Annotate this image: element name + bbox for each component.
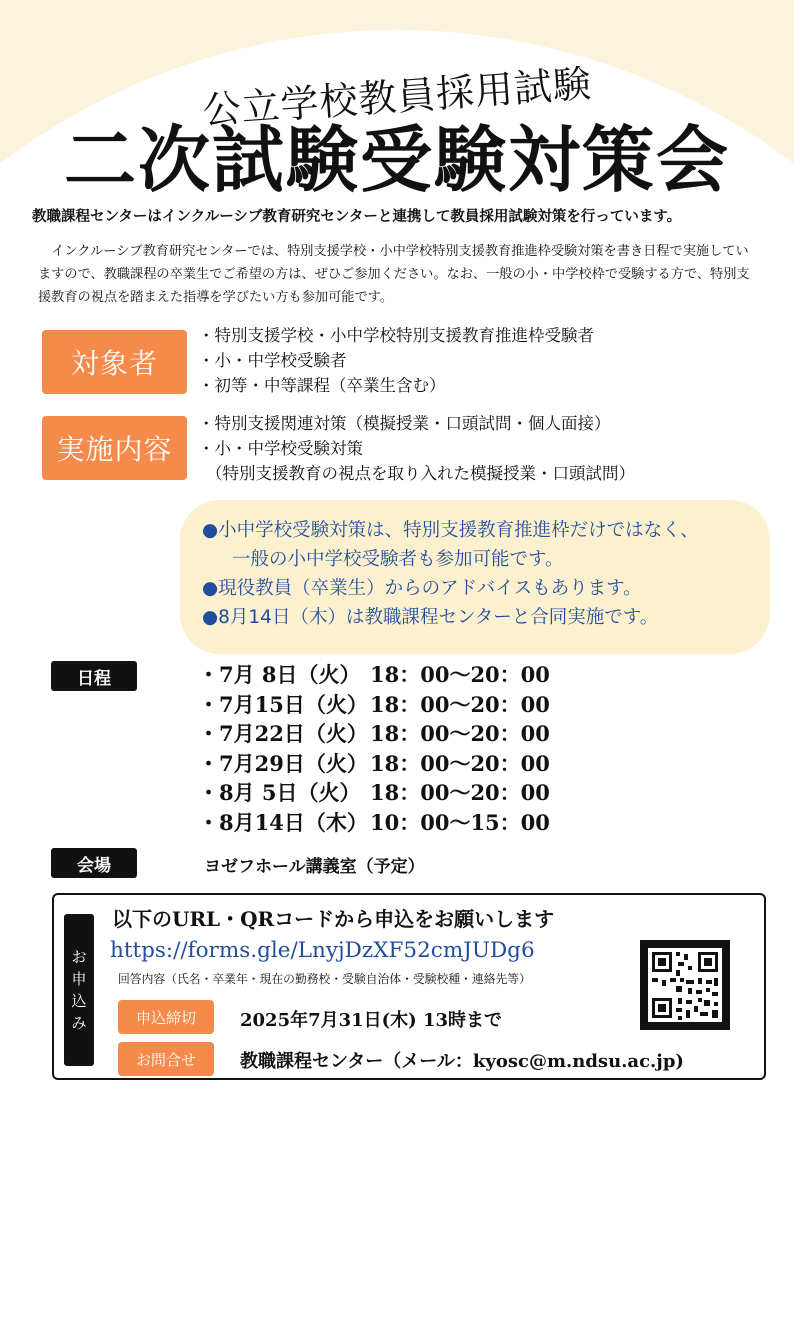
list-item: ・小・中学校受験対策: [198, 439, 363, 458]
venue-value: ヨゼフホール講義室（予定）: [204, 857, 425, 877]
qr-code-icon[interactable]: [640, 940, 730, 1030]
schedule-row: [198, 660, 550, 690]
apply-side-char: 込: [71, 992, 87, 1010]
contact-label: お問合せ: [118, 1042, 214, 1076]
apply-side-char: 申: [71, 970, 87, 988]
page-title: 二次試験受験対策会: [63, 117, 730, 202]
schedule-date: ・7月22日（火）: [198, 721, 368, 746]
schedule-date: ・7月29日（火）: [198, 750, 368, 776]
list-item: ・初等・中等課程（卒業生含む）: [198, 376, 446, 395]
apply-side-label: [64, 914, 94, 1066]
schedule-date: ・7月15日（火）: [198, 691, 368, 717]
list-item: （特別支援教育の視点を取り入れた模擬授業・口頭試問）: [206, 464, 635, 483]
schedule-row: [198, 719, 550, 749]
content-list: [198, 411, 635, 486]
schedule-label: 日程: [51, 661, 137, 691]
deadline-label: 申込締切: [118, 1000, 214, 1034]
schedule-row: [198, 778, 550, 808]
list-item: ・特別支援学校・小中学校特別支援教育推進枠受験者: [198, 326, 594, 345]
apply-side-char: お: [71, 948, 87, 966]
schedule-time: 18：00〜20：00: [370, 750, 550, 776]
schedule-row: [198, 690, 550, 720]
apply-fields: 回答内容（氏名・卒業年・現在の勤務校・受験自治体・受験校種・連絡先等）: [118, 972, 531, 986]
notes: [202, 516, 762, 632]
schedule-date: ・8月14日（木）: [198, 809, 368, 835]
venue-label: 会場: [51, 848, 137, 878]
target-label: 対象者: [42, 330, 187, 394]
schedule-time: 10：00〜15：00: [370, 809, 550, 835]
schedule-date: ・8月 5日（火）: [198, 780, 361, 805]
note-line: ●8月14日（木）は教職課程センターと合同実施です。: [202, 607, 659, 628]
schedule-time: 18：00〜20：00: [370, 662, 550, 687]
list-item: ・特別支援関連対策（模擬授業・口頭試問・個人面接）: [198, 414, 611, 433]
apply-heading: 以下のURL・QRコードから申込をお願いします: [112, 907, 555, 931]
schedule-date: ・7月 8日（火）: [198, 662, 361, 687]
deadline-value: 2025年7月31日(木) 13時まで: [240, 1010, 503, 1031]
schedule-list: [198, 660, 550, 837]
note-line: ●現役教員（卒業生）からのアドバイスもあります。: [202, 578, 642, 599]
schedule-time: 18：00〜20：00: [370, 721, 550, 746]
apply-side-char: み: [71, 1014, 87, 1032]
page-subtitle: 公立学校教員採用試験: [201, 61, 594, 133]
schedule-row: [198, 808, 550, 838]
content-label: 実施内容: [42, 416, 187, 480]
schedule-time: 18：00〜20：00: [370, 780, 550, 805]
list-item: ・小・中学校受験者: [198, 351, 347, 370]
contact-value: 教職課程センター（メール：kyosc@m.ndsu.ac.jp): [240, 1051, 684, 1072]
schedule-row: [198, 749, 550, 779]
note-line: ●小中学校受験対策は、特別支援教育推進枠だけではなく、: [202, 520, 699, 541]
apply-url-link[interactable]: https://forms.gle/LnyjDzXF52cmJUDg6: [110, 938, 535, 963]
lead-text: 教職課程センターはインクルーシブ教育研究センターと連携して教員採用試験対策を行っています。: [32, 209, 682, 225]
schedule-time: 18：00〜20：00: [370, 691, 550, 717]
intro-paragraph: インクルーシブ教育研究センターでは、特別支援学校・小中学校特別支援教育推進枠受験対策を書き日程で実施していますので、教職課程の卒業生でご希望の方は、ぜひご参加ください。なお、一般の小・中学校枠で受験する方で、特別支援教育の視点を踏まえた指導を学びたい方も参加可能です。: [38, 244, 750, 305]
note-line: 一般の小中学校受験者も参加可能です。: [232, 549, 564, 570]
target-list: [198, 323, 594, 398]
